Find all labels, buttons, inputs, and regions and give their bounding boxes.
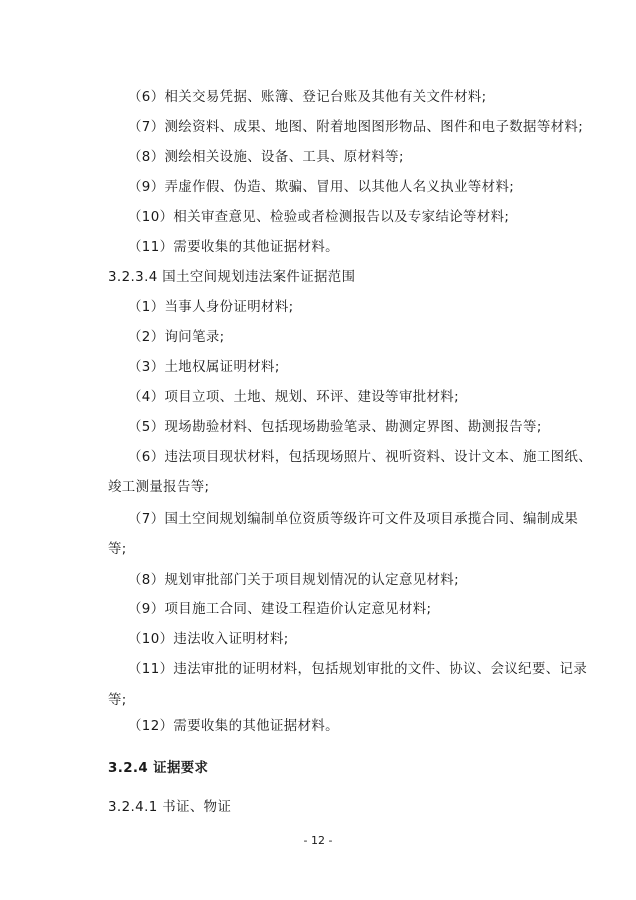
list-item: （1）当事人身份证明材料; — [128, 300, 294, 315]
list-item: （11）违法审批的证明材料，包括规划审批的文件、协议、会议纪要、记录 — [128, 662, 588, 677]
list-item-continuation: 等; — [108, 693, 127, 708]
subsection-heading: 3.2.4.1 书证、物证 — [108, 800, 232, 815]
list-item-continuation: 竣工测量报告等; — [108, 480, 210, 495]
list-item: （2）询问笔录; — [128, 330, 225, 345]
list-item: （9）弄虚作假、伪造、欺骗、冒用、以其他人名义执业等材料; — [128, 180, 515, 195]
section-heading: 3.2.3.4 国土空间规划违法案件证据范围 — [108, 270, 356, 285]
list-item: （7）测绘资料、成果、地图、附着地图图形物品、图件和电子数据等材料; — [128, 120, 584, 135]
list-item: （4）项目立项、土地、规划、环评、建设等审批材料; — [128, 390, 460, 405]
page-number: - 12 - — [303, 834, 333, 847]
list-item: （10）相关审查意见、检验或者检测报告以及专家结论等材料; — [128, 210, 510, 225]
list-item: （10）违法收入证明材料; — [128, 632, 289, 647]
list-item: （3）土地权属证明材料; — [128, 360, 280, 375]
list-item: （11）需要收集的其他证据材料。 — [128, 240, 339, 255]
section-heading: 3.2.4 证据要求 — [108, 761, 209, 776]
list-item: （12）需要收集的其他证据材料。 — [128, 719, 339, 734]
list-item: （6）相关交易凭据、账簿、登记台账及其他有关文件材料; — [128, 90, 487, 105]
list-item: （6）违法项目现状材料，包括现场照片、视听资料、设计文本、施工图纸、 — [128, 450, 593, 465]
list-item: （5）现场勘验材料、包括现场勘验笔录、勘测定界图、勘测报告等; — [128, 420, 542, 435]
list-item-continuation: 等; — [108, 542, 127, 557]
list-item: （8）规划审批部门关于项目规划情况的认定意见材料; — [128, 573, 460, 588]
list-item: （8）测绘相关设施、设备、工具、原材料等; — [128, 150, 404, 165]
list-item: （7）国土空间规划编制单位资质等级许可文件及项目承揽合同、编制成果 — [128, 512, 579, 527]
list-item: （9）项目施工合同、建设工程造价认定意见材料; — [128, 602, 432, 617]
